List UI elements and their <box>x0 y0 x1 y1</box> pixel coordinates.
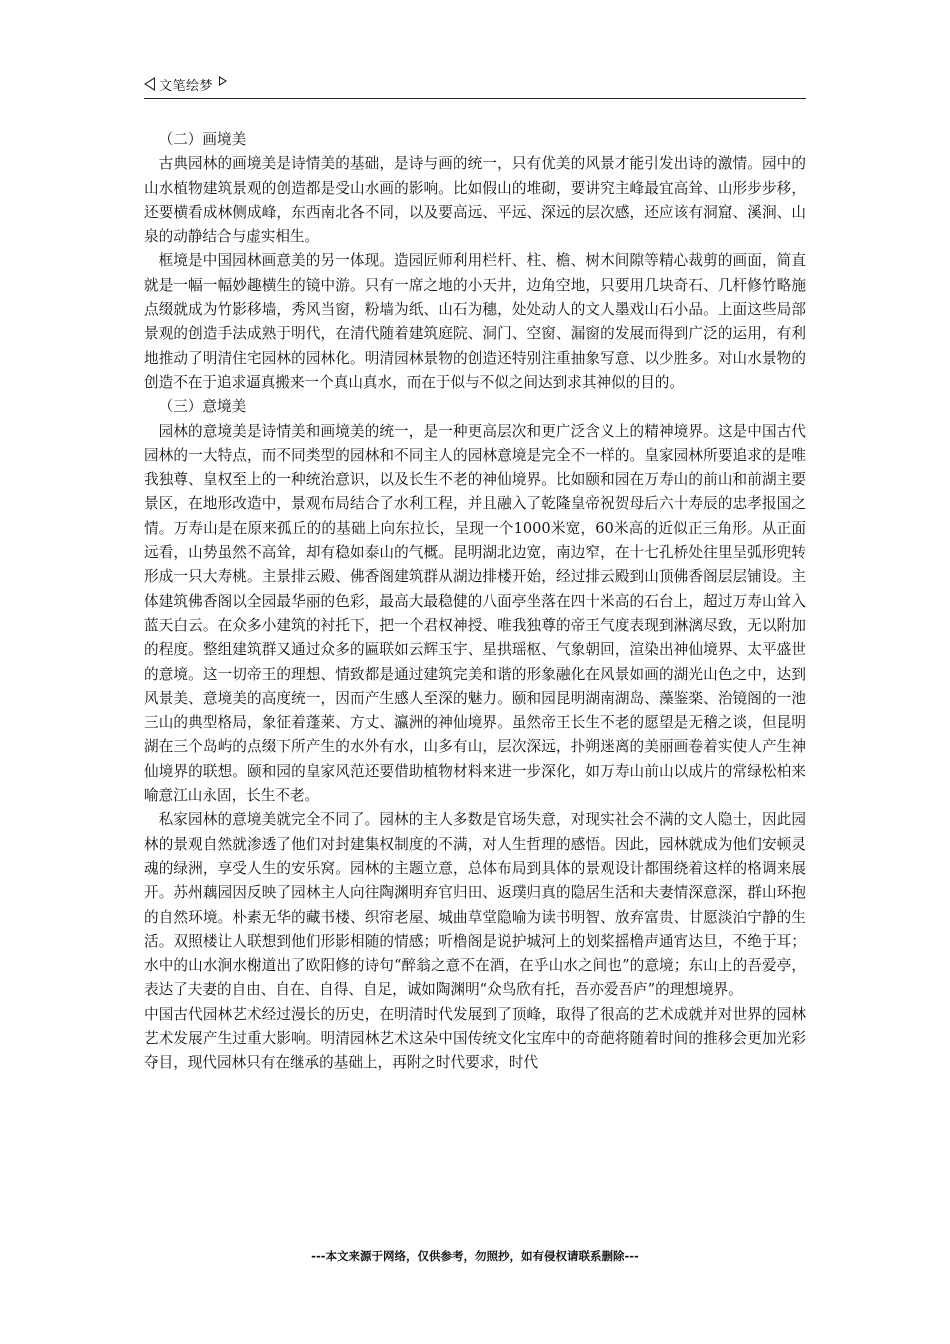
paragraph: 园林的意境美是诗情美和画境美的统一，是一种更高层次和更广泛含义上的精神境界。这是中国古代园林的一大特点，而不同类型的园林和不同主人的园林意境是完全不一样的。皇家园林所要追求的是唯我独尊、皇权至上的一种统治意识，以及长生不老的神仙境界。比如颐和园在万寿山的前山和前湖主要景区，在地形改造中，景观布局结合了水利工程，并且融入了乾隆皇帝祝贺母后六十寿辰的忠孝报国之情。万寿山是在原来孤丘的的基础上向东拉长，呈现一个1000米宽，60米高的近似正三角形。从正面远看，山势虽然不高耸，却有稳如泰山的气概。昆明湖北边宽，南边窄，在十七孔桥处往里呈弧形兜转形成一只大寿桃。主景排云殿、佛香阁建筑群从湖边排楼开始，经过排云殿到山顶佛香阁层层铺设。主体建筑佛香阁以全园最华丽的色彩，最高大最稳健的八面亭坐落在四十米高的石台上，超过万寿山耸入蓝天白云。在众多小建筑的衬托下，把一个君权神授、唯我独尊的帝王气度表现到淋漓尽致，无以附加的程度。整组建筑群又通过众多的匾联如云辉玉宇、星拱瑶枢、气象朝回，渲染出神仙境界、太平盛世的意境。这一切帝王的理想、情致都是通过建筑完美和谐的形象融化在风景如画的湖光山色之中，达到风景美、意境美的高度统一，因而产生感人至深的魅力。颐和园昆明湖南湖岛、藻鉴楽、治镜阁的一池三山的典型格局，象征着蓬莱、方丈、瀛洲的神仙境界。虽然帝王长生不老的愿望是无稽之谈，但昆明湖在三个岛屿的点缀下所产生的水外有水，山多有山，层次深远，扑朔迷离的美丽画卷着实使人产生神仙境界的联想。颐和园的皇家风范还要借助植物材料来进一步深化，如万寿山前山以成片的常绿松柏来喻意江山永固，长生不老。 <box>144 422 806 805</box>
paragraph: 私家园林的意境美就完全不同了。园林的主人多数是官场失意，对现实社会不满的文人隐士，因此园林的景观自然就渗透了他们对封建集权制度的不满，对人生哲理的感悟。因此，园林就成为他们安顿灵魂的绿洲，享受人生的安乐窝。园林的主题立意，总体布局到具体的景观设计都围绕着这样的格调来展开。苏州藕园因反映了园林主人向往陶渊明弃官归田、返璞归真的隐居生活和夫妻情深意深，群山环抱的自然环境。朴素无华的藏书楼、织帘老屋、城曲草堂隐喻为读书明智、放弃富贵、甘愿淡泊宁静的生活。双照楼让人联想到他们形影相随的情感；听橹阁是说护城河上的划桨摇橹声通宵达旦，不绝于耳；水中的山水涧水榭道出了欧阳修的诗句“醉翁之意不在酒，在乎山水之间也”的意境；东山上的吾爱亭，表达了夫妻的自由、自在、自得、自足，诚如陶渊明“众鸟欣有托，吾亦爱吾庐”的理想境界。 <box>144 811 806 999</box>
section-heading-painting: （二）画境美 <box>158 131 247 148</box>
page-footer-notice: ---本文来源于网络，仅供参考，勿照抄，如有侵权请联系删除--- <box>311 1249 639 1263</box>
triangle-left-icon <box>144 77 155 91</box>
section-heading-artistic-conception: （三）意境美 <box>158 398 247 416</box>
document-body <box>144 128 806 1076</box>
triangle-right-icon <box>219 76 227 86</box>
closing-paragraph: 中国古代园林艺术经过漫长的历史，在明清时代发展到了顶峰，取得了很高的艺术成就并对世界的园林艺术发展产生过重大影响。明清园林艺术这朵中国传统文化宝库中的奇葩将随着时间的推移会更加光彩夺目，现代园林只有在继承的基础上，再附之时代要求，时代 <box>144 1005 806 1072</box>
paragraph: 古典园林的画境美是诗情美的基础，是诗与画的统一，只有优美的风景才能引发出诗的激情。园中的山水植物建筑景观的创造都是受山水画的影响。比如假山的堆砌，要讲究主峰最宜高耸、山形步步移，还要横看成林侧成峰，东西南北各不同，以及要高远、平远、深远的层次感，还应该有洞窟、溪涧、山泉的动静结合与虚实相生。 <box>144 155 806 246</box>
paragraph: 框境是中国园林画意美的另一体现。造园匠师利用栏杆、柱、檐、树木间隙等精心裁剪的画面，简直就是一幅一幅妙趣横生的镜中游。只有一席之地的小天井，边角空地，只要用几块奇石、几杆修竹略施点缀就成为竹影移墙，秀风当窗，粉墙为纸、山石为穗，处处动人的文人墨戏山石小品。上面这些局部景观的创造手法成熟于明代，在清代随着建筑庭院、洞门、空窗、漏窗的发展而得到广泛的运用，有利地推动了明清住宅园林的园林化。明清园林景物的创造还特别注重抽象写意、以少胜多。对山水景物的创造不在于追求逼真搬来一个真山真水，而在于似与不似之间达到求其神似的目的。 <box>144 252 806 391</box>
page-header <box>144 70 806 99</box>
header-title: 文笔绘梦 <box>159 78 214 94</box>
